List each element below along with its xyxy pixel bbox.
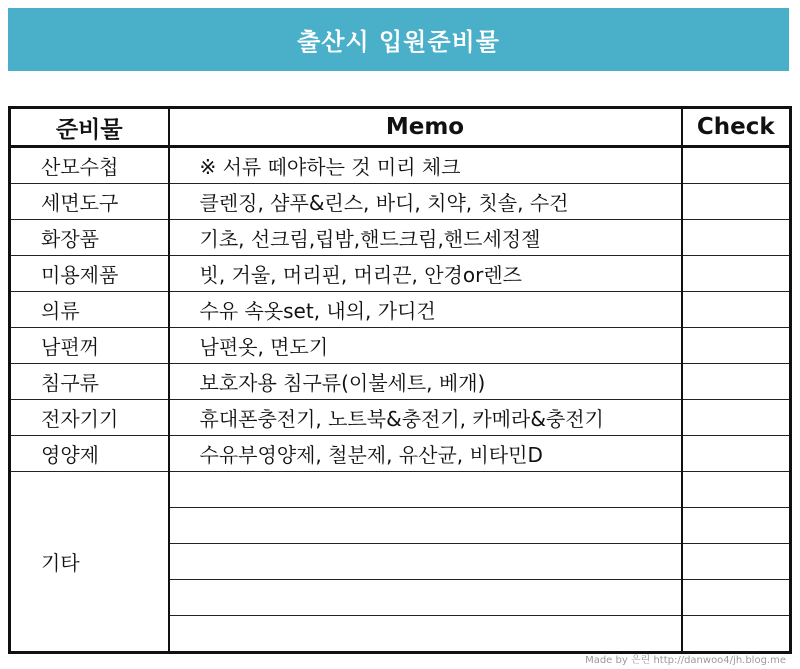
check-cell[interactable] [682, 508, 791, 544]
memo-blank-cell[interactable] [169, 472, 682, 508]
check-cell[interactable] [682, 292, 791, 328]
item-cell: 전자기기 [10, 400, 169, 436]
item-cell: 의류 [10, 292, 169, 328]
memo-cell: 기초, 선크림,립밤,핸드크림,핸드세정젤 [169, 220, 682, 256]
memo-cell: 클렌징, 샴푸&린스, 바디, 치약, 칫솔, 수건 [169, 184, 682, 220]
page-title: 출산시 입원준비물 [297, 28, 500, 56]
item-cell: 세면도구 [10, 184, 169, 220]
header-row [10, 108, 791, 147]
item-cell: 화장품 [10, 220, 169, 256]
item-cell: 미용제품 [10, 256, 169, 292]
check-cell[interactable] [682, 220, 791, 256]
memo-blank-cell[interactable] [169, 544, 682, 580]
memo-cell: ※ 서류 떼야하는 것 미리 체크 [169, 147, 682, 184]
item-cell: 남편꺼 [10, 328, 169, 364]
title-banner [8, 8, 789, 71]
check-cell[interactable] [682, 616, 791, 653]
check-cell[interactable] [682, 184, 791, 220]
check-cell[interactable] [682, 147, 791, 184]
memo-cell: 빗, 거울, 머리핀, 머리끈, 안경or렌즈 [169, 256, 682, 292]
check-cell[interactable] [682, 364, 791, 400]
header-item: 준비물 [10, 108, 169, 147]
memo-cell: 수유부영양제, 철분제, 유산균, 비타민D [169, 436, 682, 472]
item-cell: 산모수첩 [10, 147, 169, 184]
item-cell: 침구류 [10, 364, 169, 400]
header-check: Check [682, 108, 791, 147]
table-row [10, 220, 791, 256]
check-cell[interactable] [682, 472, 791, 508]
item-cell: 영양제 [10, 436, 169, 472]
memo-blank-cell[interactable] [169, 616, 682, 653]
check-cell[interactable] [682, 436, 791, 472]
check-cell[interactable] [682, 328, 791, 364]
table-row [10, 436, 791, 472]
memo-blank-cell[interactable] [169, 508, 682, 544]
footer-credit: Made by 은린 http://danwoo4/jh.blog.me [585, 655, 786, 666]
table-row [10, 147, 791, 184]
check-cell[interactable] [682, 400, 791, 436]
memo-blank-cell[interactable] [169, 580, 682, 616]
checklist-table [8, 106, 792, 654]
table-row [10, 364, 791, 400]
table-row [10, 256, 791, 292]
table-row [10, 328, 791, 364]
table-row [10, 400, 791, 436]
header-memo: Memo [169, 108, 682, 147]
check-cell[interactable] [682, 580, 791, 616]
memo-cell: 휴대폰충전기, 노트북&충전기, 카메라&충전기 [169, 400, 682, 436]
table-row [10, 184, 791, 220]
memo-cell: 보호자용 침구류(이불세트, 베개) [169, 364, 682, 400]
etc-row [10, 472, 791, 508]
check-cell[interactable] [682, 256, 791, 292]
table-row [10, 292, 791, 328]
memo-cell: 수유 속옷set, 내의, 가디건 [169, 292, 682, 328]
memo-cell: 남편옷, 면도기 [169, 328, 682, 364]
check-cell[interactable] [682, 544, 791, 580]
etc-label: 기타 [10, 472, 169, 653]
